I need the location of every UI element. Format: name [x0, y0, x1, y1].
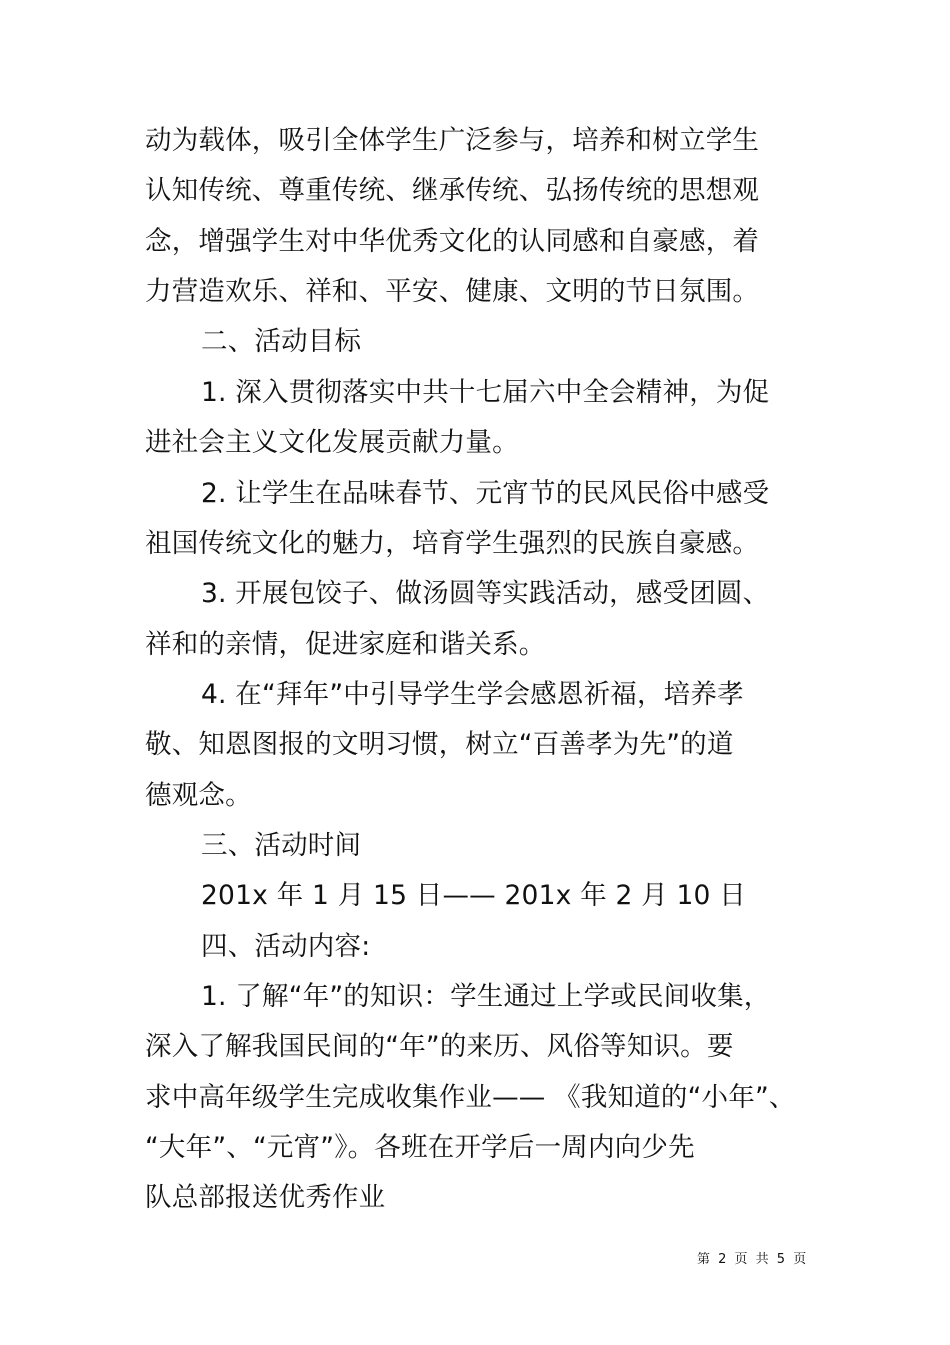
goal-item-1: 1. 深入贯彻落实中共十七届六中全会精神，为促 — [201, 377, 770, 408]
body-text-line: “大年”、“元宵”》。各班在开学后一周内向少先 — [145, 1132, 695, 1163]
body-text-line: 念，增强学生对中华优秀文化的认同感和自豪感，着 — [145, 226, 760, 257]
body-text-line: 进社会主义文化发展贡献力量。 — [145, 427, 519, 458]
content-item-1: 1. 了解“年”的知识：学生通过上学或民间收集， — [201, 981, 771, 1012]
body-text-line: 敬、知恩图报的文明习惯，树立“百善孝为先”的道 — [145, 729, 734, 760]
body-text-line: 祥和的亲情，促进家庭和谐关系。 — [145, 629, 546, 660]
section-heading-content: 四、活动内容: — [201, 931, 371, 962]
page-number-footer: 第 2 页 共 5 页 — [697, 1252, 807, 1267]
body-text-line: 动为载体，吸引全体学生广泛参与，培养和树立学生 — [145, 125, 760, 156]
body-text-line: 队总部报送优秀作业 — [145, 1182, 386, 1213]
goal-item-4: 4. 在“拜年”中引导学生学会感恩祈福，培养孝 — [201, 679, 744, 710]
activity-date-range: 201x 年 1 月 15 日—— 201x 年 2 月 10 日 — [201, 880, 746, 911]
goal-item-2: 2. 让学生在品味春节、元宵节的民风民俗中感受 — [201, 478, 770, 509]
goal-item-3: 3. 开展包饺子、做汤圆等实践活动，感受团圆、 — [201, 578, 770, 609]
section-heading-goals: 二、活动目标 — [201, 326, 362, 357]
body-text-line: 力营造欢乐、祥和、平安、健康、文明的节日氛围。 — [145, 276, 760, 307]
body-text-line: 求中高年级学生完成收集作业—— 《我知道的“小年”、 — [145, 1082, 796, 1113]
body-text-line: 德观念。 — [145, 780, 252, 811]
body-text-line: 深入了解我国民间的“年”的来历、风俗等知识。要 — [145, 1031, 734, 1062]
body-text-line: 祖国传统文化的魅力，培育学生强烈的民族自豪感。 — [145, 528, 760, 559]
body-text-line: 认知传统、尊重传统、继承传统、弘扬传统的思想观 — [145, 175, 760, 206]
section-heading-time: 三、活动时间 — [201, 830, 362, 861]
